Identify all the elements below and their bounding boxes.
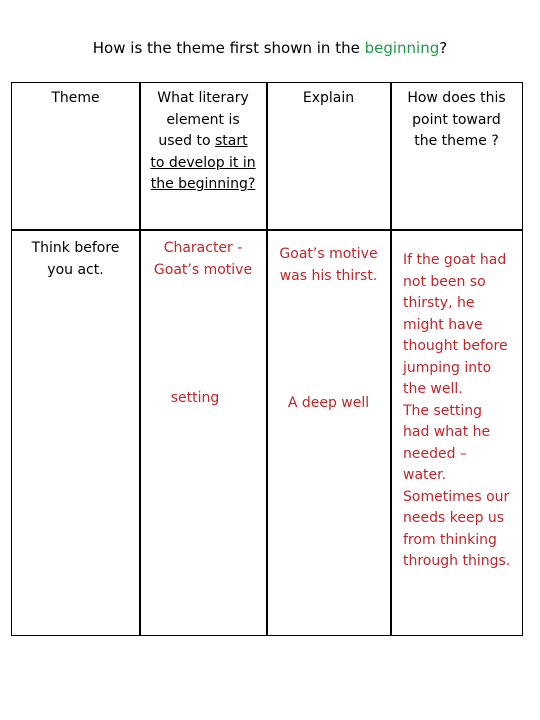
- header-element-line: to develop it in: [150, 154, 256, 171]
- header-how-line: point toward: [412, 111, 501, 128]
- row-theme: [12, 238, 139, 281]
- row-how-line: might have: [403, 316, 483, 333]
- header-how: [391, 88, 522, 153]
- header-theme-text: Theme: [51, 90, 100, 106]
- row-element-setting-text: setting: [170, 390, 220, 406]
- header-literary-element: [140, 88, 266, 196]
- header-explain-text: Explain: [302, 90, 355, 106]
- header-explain: [267, 88, 390, 110]
- column-divider: [390, 83, 392, 635]
- header-how-line: the theme ?: [414, 133, 499, 149]
- row-how-line: had what he: [403, 424, 491, 440]
- theme-table: [11, 82, 523, 636]
- row-how-line: needs keep us: [403, 510, 505, 526]
- row-explain-well: [267, 393, 390, 415]
- header-theme: [12, 88, 139, 110]
- row-how-line: Sometimes our: [403, 488, 510, 505]
- header-element-line: [140, 131, 266, 153]
- row-divider: [12, 229, 522, 231]
- row-element-setting: [140, 388, 250, 410]
- row-how-line: thirsty, he: [403, 295, 475, 311]
- title-highlight: beginning: [364, 39, 440, 57]
- header-how-line: How does this: [407, 90, 506, 106]
- row-how-line: If the goat had: [403, 252, 507, 268]
- row-how-line: water.: [403, 467, 447, 483]
- row-how-line: the well.: [403, 381, 463, 397]
- row-explain-well-text: A deep well: [287, 395, 370, 411]
- row-theme-line: you act.: [47, 261, 104, 278]
- row-how-line: thought before: [403, 338, 508, 354]
- row-how-line: needed –: [403, 445, 467, 462]
- title-suffix: ?: [439, 39, 448, 57]
- row-how-line: through things.: [403, 553, 511, 569]
- row-element-character: [140, 238, 266, 281]
- page-title: [0, 38, 540, 58]
- row-how-line: The setting: [403, 402, 483, 419]
- header-element-line: What literary: [157, 90, 249, 106]
- header-element-line: the beginning?: [150, 176, 256, 192]
- row-theme-line: Think before: [31, 240, 120, 256]
- row-element-line: Goat’s motive: [153, 261, 253, 278]
- row-how-line: not been so: [403, 273, 486, 290]
- row-explain-motive: [267, 244, 390, 287]
- row-explain-line: was his thirst.: [279, 267, 378, 284]
- header-element-line: element is: [166, 111, 240, 128]
- header-element-text: used to: [158, 133, 215, 149]
- row-explain-line: Goat’s motive: [279, 246, 378, 262]
- row-how-line: from thinking: [403, 531, 497, 548]
- column-divider: [266, 83, 268, 635]
- header-element-underlined: start: [215, 133, 248, 149]
- title-prefix: How is the theme first shown in the: [92, 39, 365, 57]
- row-how-answer: [403, 250, 521, 573]
- row-element-line: Character -: [163, 240, 243, 256]
- row-how-line: jumping into: [403, 359, 492, 376]
